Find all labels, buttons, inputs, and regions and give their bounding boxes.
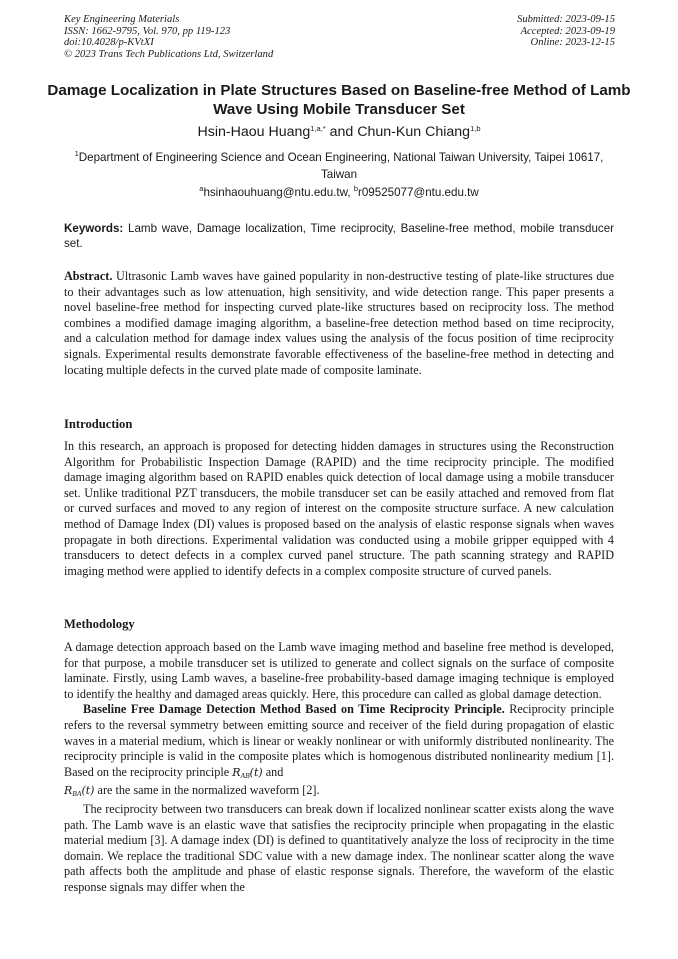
email-separator: , xyxy=(347,186,354,199)
author-connector: and xyxy=(325,124,358,140)
accepted-date: Accepted: 2023-09-19 xyxy=(520,25,615,37)
author-affiliation-mark: 1,b xyxy=(470,124,481,133)
paper-title: Damage Localization in Plate Structures Based on Baseline-free Method of Lamb Wave Using Mobile Transducer Set xyxy=(47,82,631,118)
paragraph: A damage detection approach based on the Lamb wave imaging method and baseline free method is developed, for that purpose, a mobile transducer set is utilized to generate and collect signals on the surface of composite laminate. Firstly, using Lamb waves, a baseline-free probability-based damage imaging technique is employed to identify the healthy and damaged areas quickly. Here, this procedure can called as global damage detection. xyxy=(64,640,614,701)
email-link[interactable]: hsinhaouhuang@ntu.edu.tw xyxy=(203,186,348,199)
author-emails xyxy=(64,185,614,200)
paragraph-text: are the same in the normalized waveform [2]. xyxy=(94,783,320,798)
math-subscript: BA xyxy=(72,789,82,799)
subsection-heading: Baseline Free Damage Detection Method Based on Time Reciprocity Principle. xyxy=(83,702,505,717)
paragraph: The reciprocity between two transducers can break down if localized nonlinear scatter exists along the wave path. The Lamb wave is an elastic wave that satisfies the reciprocity principle when propagating in the elastic material medium [3]. A damage index (DI) is defined to quantitatively analyze the loss of reciprocity in the time domain. We replace the traditional SDC value with a new damage index. The nonlinear scatter along the wave path affects both the amplitude and phase of elastic response signals. Therefore, the waveform of the elastic response signals may differ when the xyxy=(64,801,614,894)
publication-dates xyxy=(517,14,615,49)
author-name: Hsin-Haou Huang xyxy=(197,124,311,140)
abstract-label: Abstract. xyxy=(64,269,113,283)
abstract xyxy=(64,269,614,378)
math-argument: (t) xyxy=(249,765,263,779)
journal-name: Key Engineering Materials xyxy=(64,14,180,25)
email-link[interactable]: r09525077@ntu.edu.tw xyxy=(358,186,479,199)
math-symbol: R xyxy=(232,765,241,779)
section-heading: Introduction xyxy=(64,417,133,431)
paragraph-text: and xyxy=(262,764,284,779)
keywords xyxy=(64,222,614,251)
keywords-text: Lamb wave, Damage localization, Time reciprocity, Baseline-free method, mobile transducer set. xyxy=(64,222,614,250)
email-mark: a xyxy=(199,184,204,193)
submitted-date: Submitted: 2023-09-15 xyxy=(517,14,615,25)
affiliation xyxy=(64,149,614,183)
affiliation-mark: 1 xyxy=(74,149,79,158)
section-heading: Methodology xyxy=(64,617,135,631)
keywords-label: Keywords: xyxy=(64,222,124,235)
affiliation-text: Department of Engineering Science and Ocean Engineering, National Taiwan University, Taipei 10617, Taiwan xyxy=(78,151,604,181)
methodology-body xyxy=(64,640,614,896)
copyright-line: © 2023 Trans Tech Publications Ltd, Switzerland xyxy=(64,48,274,60)
paragraph xyxy=(64,702,614,802)
math-subscript: AB xyxy=(240,770,250,780)
email-mark: b xyxy=(353,184,358,193)
author-affiliation-mark: 1,a,* xyxy=(310,124,326,133)
author-name: Chun-Kun Chiang xyxy=(357,124,471,140)
paragraph-text: Reciprocity principle refers to the reversal symmetry between emitting source and receiver of the field during propagation of elastic waves in a material medium, which is linear or weakly nonlinear or with uniformly distributed nonlinearity. The reciprocity principle is valid in the composite plates which is homogenous distributed nonlinearity medium [1]. Based on the reciprocity principle xyxy=(64,702,614,779)
issn-line: ISSN: 1662-9795, Vol. 970, pp 119-123 xyxy=(64,25,231,37)
introduction-text: In this research, an approach is proposed for detecting hidden damages in structures using the Reconstruction Algorithm for Probabilistic Inspection Damage (RAPID) and the time reciprocity principle. The modified damage imaging algorithm based on RAPID enables quick detection of local damage using a mobile transducer set. Unlike traditional PZT transducers, the mobile transducer set can be easily attached and removed from flat or curved surfaces and moved to any region of interest on the composite structure surface. A new calculation method of Damage Index (DI) values is proposed based on the analysis of elastic response signals when waves propagate in both directions. Experimental validation was conducted using a mobile gripper equipped with 4 transducers to detect defects in a complex curved panel structure. The path scanning strategy and RAPID imaging method were applied to identify defects in a complex composite structure of curved panels. xyxy=(64,439,614,578)
author-list xyxy=(40,123,638,141)
doi-line[interactable]: doi:10.4028/p-KVtXI xyxy=(64,37,154,49)
math-argument: (t) xyxy=(81,784,95,798)
online-date: Online: 2023-12-15 xyxy=(530,37,615,49)
abstract-text: Ultrasonic Lamb waves have gained popularity in non-destructive testing of plate-like structures due to their advantages such as low attenuation, high sensitivity, and wide detection range. This paper presents a novel baseline-free method for inspecting curved plate-like structures based on reciprocity loss. The method combines a modified damage imaging algorithm, a baseline-free detection method based on time reciprocity, and a calculation method for damage index values using the analysis of the focus position of time reciprocity signals. Experimental results demonstrate favorable effectiveness of the baseline-free method in detecting and locating multiple defects in the curved plate made of composite laminate. xyxy=(64,269,614,377)
journal-info xyxy=(64,14,273,60)
math-symbol: R xyxy=(64,784,73,798)
